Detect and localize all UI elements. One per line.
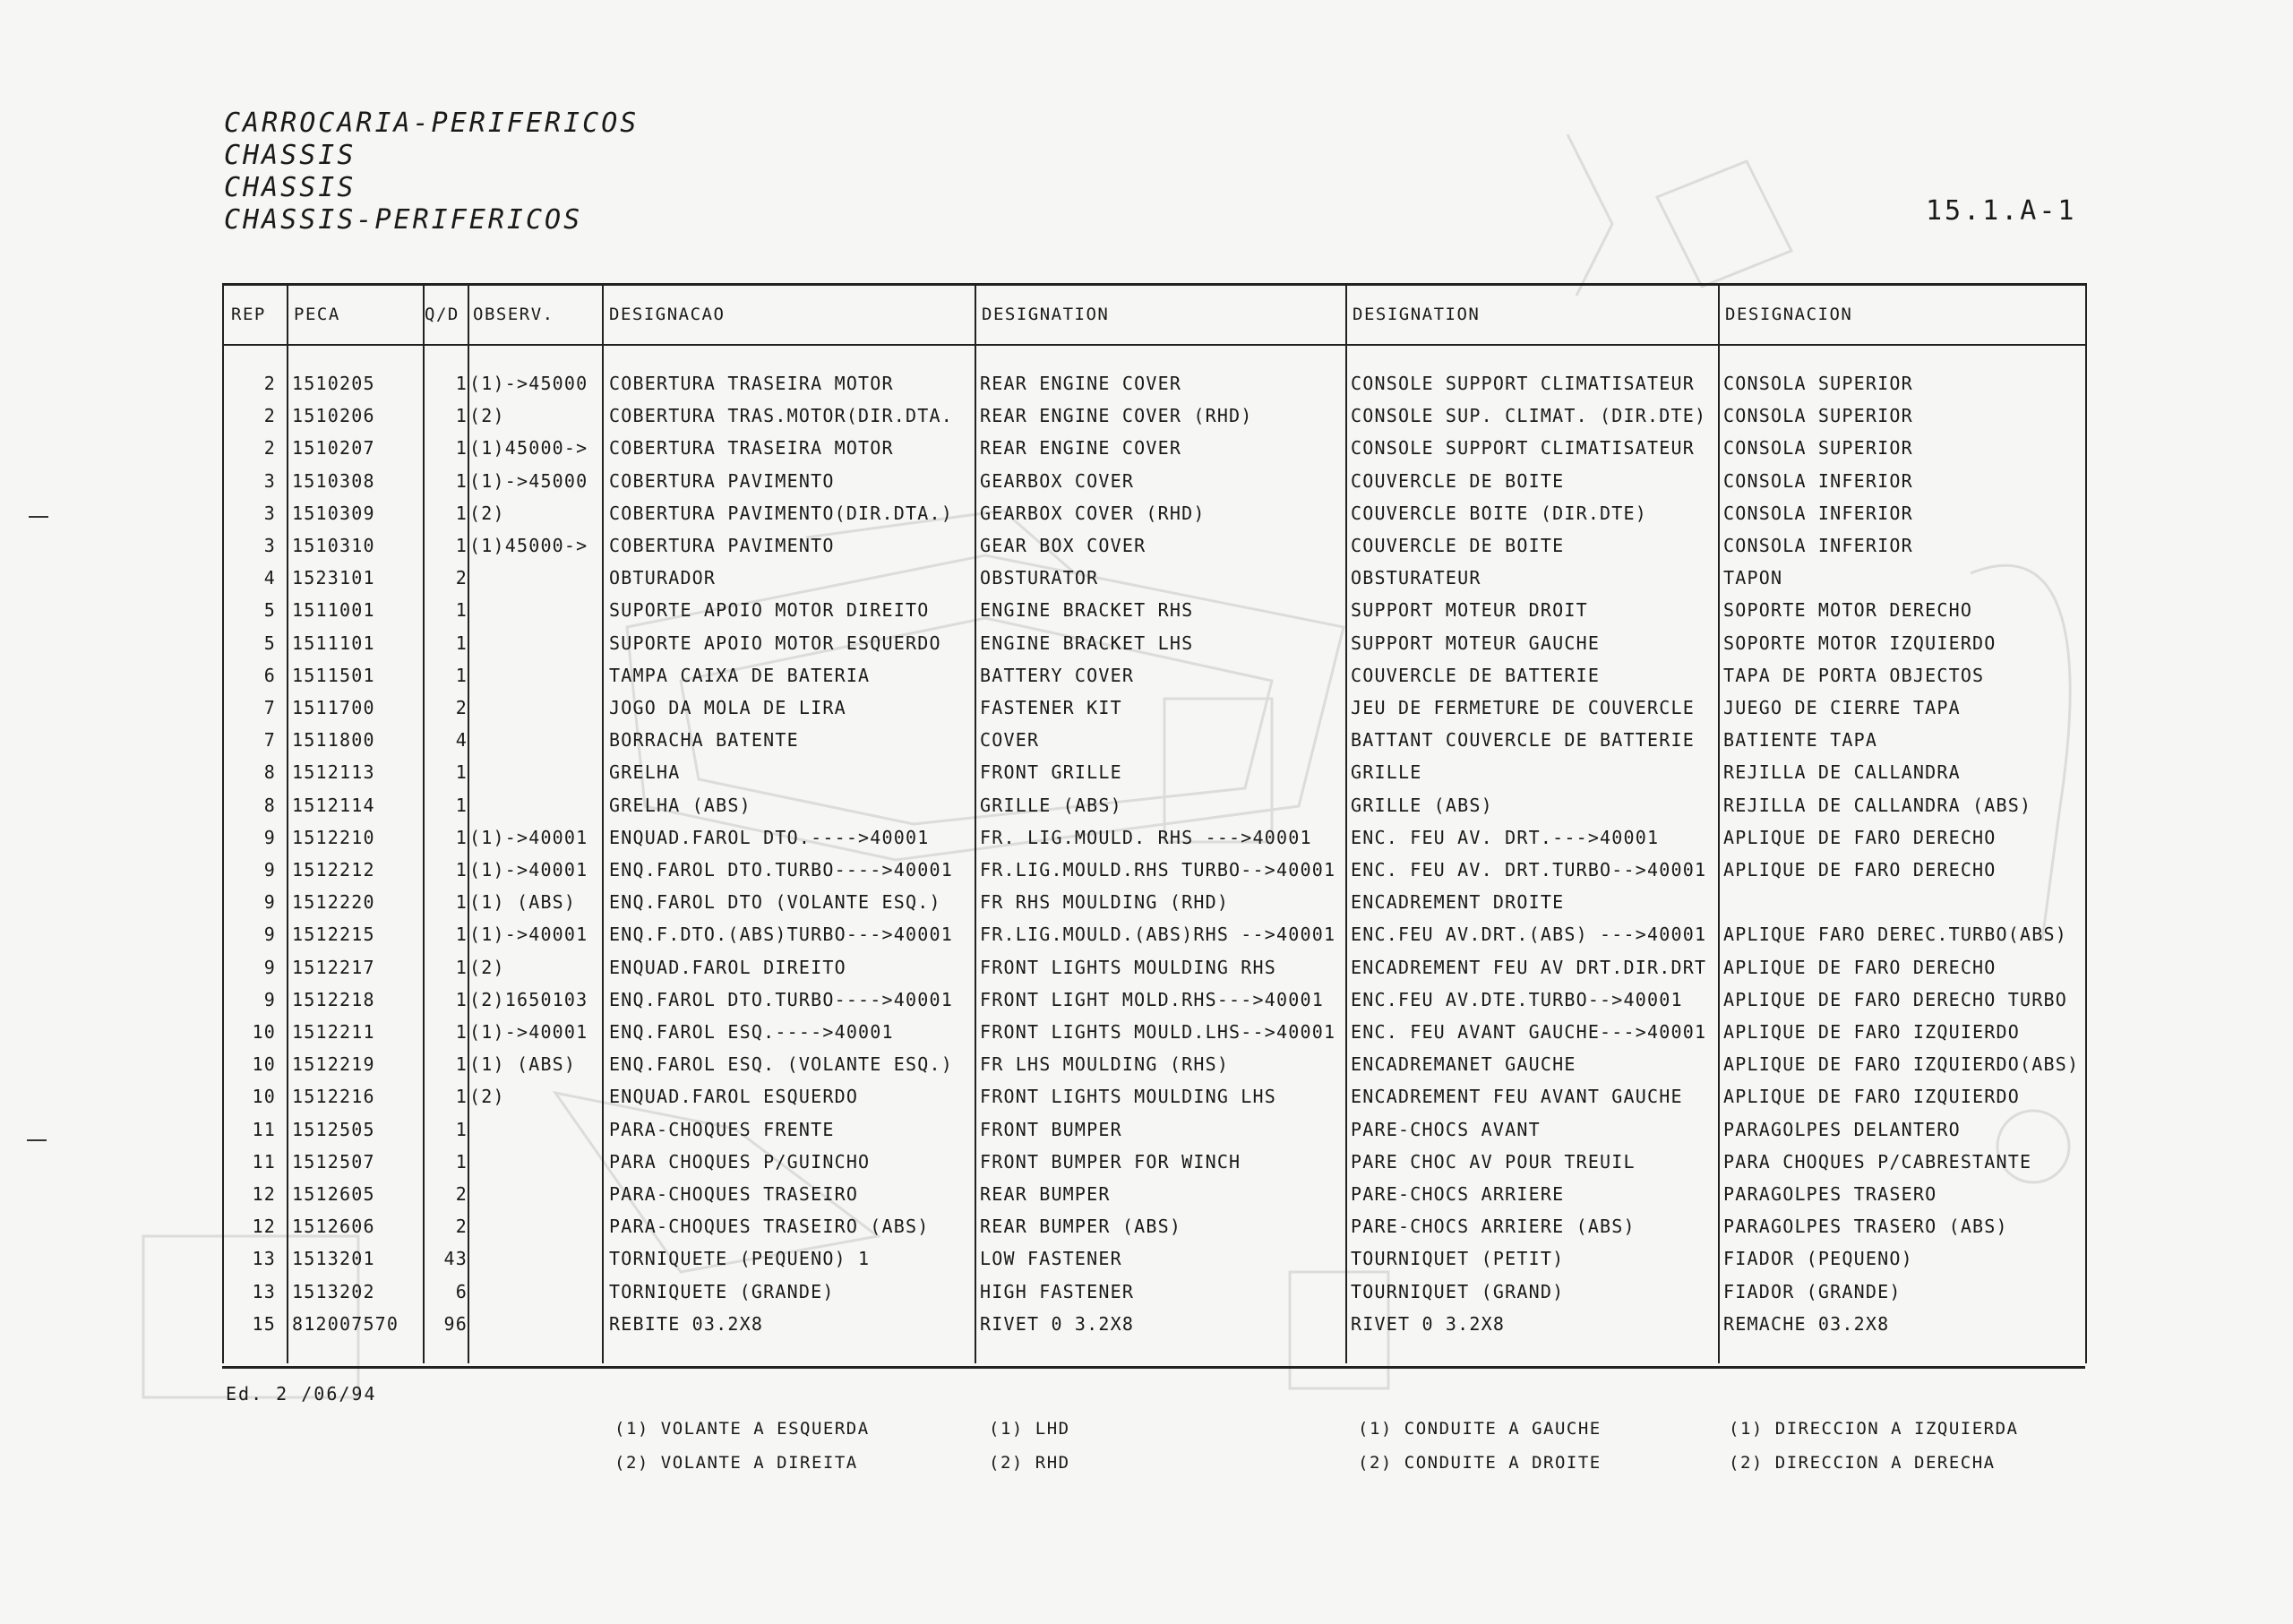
footnotes-en bbox=[989, 1412, 1070, 1480]
cell-designacion: APLIQUE DE FARO IZQUIERDO bbox=[1723, 1086, 2021, 1108]
cell-rep: 12 bbox=[252, 1216, 276, 1238]
cell-designacao: COBERTURA PAVIMENTO bbox=[609, 535, 835, 556]
cell-peca: 1513202 bbox=[292, 1280, 375, 1302]
cell-designation-fr: ENCADREMENT FEU AV DRT.DIR.DRT bbox=[1351, 956, 1707, 978]
cell-designation-en: GEAR BOX COVER bbox=[980, 535, 1146, 556]
margin-mark bbox=[27, 1139, 47, 1141]
cell-peca: 1523101 bbox=[292, 567, 375, 589]
cell-peca: 1512219 bbox=[292, 1053, 375, 1076]
cell-designation-en: HIGH FASTENER bbox=[980, 1280, 1135, 1302]
cell-designation-fr: TOURNIQUET (PETIT) bbox=[1351, 1248, 1565, 1270]
cell-designacion: CONSOLA SUPERIOR bbox=[1723, 373, 1913, 394]
cell-qtd: 1 bbox=[455, 664, 468, 686]
cell-designation-fr: ENC.FEU AV.DTE.TURBO-->40001 bbox=[1351, 988, 1683, 1010]
cell-qtd: 1 bbox=[455, 1118, 468, 1140]
cell-qtd: 1 bbox=[455, 891, 468, 914]
cell-observ: (1)->40001 bbox=[469, 859, 588, 881]
cell-designacao: PARA-CHOQUES FRENTE bbox=[609, 1118, 835, 1140]
table-row bbox=[0, 1050, 2293, 1082]
table-row bbox=[0, 1244, 2293, 1276]
cell-qtd: 2 bbox=[455, 1216, 468, 1238]
margin-mark bbox=[29, 516, 48, 518]
cell-rep: 9 bbox=[263, 924, 276, 946]
cell-designacao: ENQ.FAROL DTO.TURBO---->40001 bbox=[609, 859, 953, 881]
cell-designacao: ENQ.FAROL ESQ. (VOLANTE ESQ.) bbox=[609, 1053, 953, 1076]
header-qtd: Q/D bbox=[425, 305, 459, 324]
cell-qtd: 2 bbox=[455, 567, 468, 589]
cell-qtd: 1 bbox=[455, 1021, 468, 1043]
header-designation-fr: DESIGNATION bbox=[1353, 305, 1481, 324]
header-designation-en: DESIGNATION bbox=[982, 305, 1110, 324]
cell-designation-en: GEARBOX COVER bbox=[980, 469, 1135, 492]
header-rule bbox=[222, 344, 2085, 346]
edition-date: Ed. 2 /06/94 bbox=[226, 1383, 377, 1405]
cell-observ: (1)->45000 bbox=[469, 469, 588, 492]
cell-rep: 10 bbox=[252, 1086, 276, 1108]
cell-rep: 11 bbox=[252, 1150, 276, 1173]
cell-qtd: 2 bbox=[455, 1183, 468, 1205]
cell-rep: 2 bbox=[263, 405, 276, 427]
cell-designacao: ENQ.FAROL ESQ.---->40001 bbox=[609, 1021, 894, 1043]
title-line-1: CARROCARIA-PERIFERICOS bbox=[224, 107, 640, 139]
cell-designacion: FIADOR (PEQUENO) bbox=[1723, 1248, 1913, 1270]
cell-rep: 9 bbox=[263, 826, 276, 848]
cell-designacao: SUPORTE APOIO MOTOR DIREITO bbox=[609, 599, 930, 622]
cell-rep: 8 bbox=[263, 794, 276, 816]
cell-designacion: PARA CHOQUES P/CABRESTANTE bbox=[1723, 1150, 2032, 1173]
cell-designation-en: RIVET 0 3.2X8 bbox=[980, 1312, 1135, 1335]
footnote: (2) VOLANTE A DIREITA bbox=[614, 1453, 858, 1473]
cell-designation-fr: ENC.FEU AV.DRT.(ABS) --->40001 bbox=[1351, 924, 1707, 946]
cell-designacion: REMACHE 03.2X8 bbox=[1723, 1312, 1890, 1335]
table-row bbox=[0, 1310, 2293, 1342]
cell-qtd: 96 bbox=[443, 1312, 468, 1335]
cell-designation-fr: TOURNIQUET (GRAND) bbox=[1351, 1280, 1565, 1302]
cell-observ: (1)->40001 bbox=[469, 1021, 588, 1043]
cell-peca: 1512210 bbox=[292, 826, 375, 848]
header-observ: OBSERV. bbox=[473, 305, 554, 324]
cell-designation-fr: COUVERCLE DE BOITE bbox=[1351, 535, 1565, 556]
cell-designacion: CONSOLA INFERIOR bbox=[1723, 502, 1913, 524]
cell-designacao: REBITE 03.2X8 bbox=[609, 1312, 764, 1335]
cell-qtd: 1 bbox=[455, 405, 468, 427]
cell-designacion: APLIQUE DE FARO DERECHO bbox=[1723, 826, 1997, 848]
table-row bbox=[0, 563, 2293, 596]
cell-designacao: GRELHA (ABS) bbox=[609, 794, 751, 816]
cell-qtd: 1 bbox=[455, 373, 468, 394]
cell-designacao: ENQUAD.FAROL ESQUERDO bbox=[609, 1086, 859, 1108]
table-row bbox=[0, 791, 2293, 823]
table-row bbox=[0, 1180, 2293, 1212]
cell-peca: 1512211 bbox=[292, 1021, 375, 1043]
table-row bbox=[0, 1277, 2293, 1310]
cell-qtd: 1 bbox=[455, 437, 468, 460]
cell-rep: 9 bbox=[263, 988, 276, 1010]
cell-designacion: BATIENTE TAPA bbox=[1723, 729, 1878, 752]
cell-peca: 1512217 bbox=[292, 956, 375, 978]
cell-peca: 1512114 bbox=[292, 794, 375, 816]
cell-rep: 13 bbox=[252, 1280, 276, 1302]
cell-observ: (1)->40001 bbox=[469, 826, 588, 848]
table-row bbox=[0, 888, 2293, 920]
cell-designacao: ENQUAD.FAROL DTO.---->40001 bbox=[609, 826, 930, 848]
cell-designation-en: BATTERY COVER bbox=[980, 664, 1135, 686]
cell-designacion: CONSOLA SUPERIOR bbox=[1723, 437, 1913, 460]
cell-rep: 3 bbox=[263, 535, 276, 556]
cell-designation-en: FRONT GRILLE bbox=[980, 761, 1122, 784]
cell-qtd: 1 bbox=[455, 1150, 468, 1173]
cell-designation-fr: COUVERCLE DE BOITE bbox=[1351, 469, 1565, 492]
cell-designation-fr: JEU DE FERMETURE DE COUVERCLE bbox=[1351, 697, 1695, 718]
cell-designation-en: REAR BUMPER (ABS) bbox=[980, 1216, 1182, 1238]
table-row bbox=[0, 693, 2293, 726]
cell-rep: 6 bbox=[263, 664, 276, 686]
cell-designation-en: OBSTURATOR bbox=[980, 567, 1099, 589]
cell-designation-fr: COUVERCLE DE BATTERIE bbox=[1351, 664, 1601, 686]
cell-designacao: PARA CHOQUES P/GUINCHO bbox=[609, 1150, 871, 1173]
cell-rep: 5 bbox=[263, 632, 276, 654]
table-row bbox=[0, 596, 2293, 628]
page-code: 15.1.A-1 bbox=[1926, 195, 2077, 227]
cell-designation-fr: ENC. FEU AV. DRT.--->40001 bbox=[1351, 826, 1660, 848]
cell-designation-fr: OBSTURATEUR bbox=[1351, 567, 1481, 589]
cell-designacao: PARA-CHOQUES TRASEIRO bbox=[609, 1183, 859, 1205]
cell-observ: (1)45000-> bbox=[469, 535, 588, 556]
header-designacao: DESIGNACAO bbox=[609, 305, 726, 324]
cell-qtd: 43 bbox=[443, 1248, 468, 1270]
cell-designation-fr: ENC. FEU AV. DRT.TURBO-->40001 bbox=[1351, 859, 1707, 881]
cell-designation-fr: SUPPORT MOTEUR GAUCHE bbox=[1351, 632, 1601, 654]
cell-designacion: REJILLA DE CALLANDRA bbox=[1723, 761, 1961, 784]
table-row bbox=[0, 401, 2293, 434]
cell-designation-en: FRONT BUMPER bbox=[980, 1118, 1122, 1140]
cell-rep: 7 bbox=[263, 729, 276, 752]
cell-rep: 9 bbox=[263, 859, 276, 881]
cell-peca: 1511700 bbox=[292, 697, 375, 718]
cell-designacion: CONSOLA SUPERIOR bbox=[1723, 405, 1913, 427]
cell-designacion: FIADOR (GRANDE) bbox=[1723, 1280, 1902, 1302]
cell-observ: (2) bbox=[469, 956, 505, 978]
cell-peca: 1510205 bbox=[292, 373, 375, 394]
cell-designation-en: FR LHS MOULDING (RHS) bbox=[980, 1053, 1230, 1076]
cell-peca: 812007570 bbox=[292, 1312, 399, 1335]
cell-designacao: PARA-CHOQUES TRASEIRO (ABS) bbox=[609, 1216, 930, 1238]
cell-qtd: 1 bbox=[455, 632, 468, 654]
header-rep: REP bbox=[231, 305, 266, 324]
cell-qtd: 1 bbox=[455, 535, 468, 556]
cell-peca: 1512218 bbox=[292, 988, 375, 1010]
cell-designation-fr: CONSOLE SUPPORT CLIMATISATEUR bbox=[1351, 437, 1695, 460]
table-row bbox=[0, 369, 2293, 401]
cell-qtd: 1 bbox=[455, 859, 468, 881]
table-row bbox=[0, 823, 2293, 855]
cell-rep: 13 bbox=[252, 1248, 276, 1270]
title-line-3: CHASSIS bbox=[224, 172, 356, 203]
cell-qtd: 1 bbox=[455, 761, 468, 784]
cell-designacion: SOPORTE MOTOR DERECHO bbox=[1723, 599, 1973, 622]
cell-designation-en: FRONT LIGHTS MOULDING LHS bbox=[980, 1086, 1277, 1108]
cell-qtd: 1 bbox=[455, 924, 468, 946]
cell-designation-en: REAR ENGINE COVER bbox=[980, 437, 1182, 460]
table-row bbox=[0, 855, 2293, 888]
table-row bbox=[0, 1115, 2293, 1147]
cell-designacao: ENQ.FAROL DTO (VOLANTE ESQ.) bbox=[609, 891, 941, 914]
cell-peca: 1512113 bbox=[292, 761, 375, 784]
cell-designacao: ENQ.F.DTO.(ABS)TURBO--->40001 bbox=[609, 924, 953, 946]
cell-peca: 1512220 bbox=[292, 891, 375, 914]
cell-peca: 1512216 bbox=[292, 1086, 375, 1108]
cell-designation-en: FR RHS MOULDING (RHD) bbox=[980, 891, 1230, 914]
cell-designacion: JUEGO DE CIERRE TAPA bbox=[1723, 697, 1961, 718]
cell-designacao: TAMPA CAIXA DE BATERIA bbox=[609, 664, 871, 686]
cell-peca: 1510207 bbox=[292, 437, 375, 460]
cell-designation-fr: SUPPORT MOTEUR DROIT bbox=[1351, 599, 1588, 622]
table-row bbox=[0, 1212, 2293, 1244]
cell-designacion: PARAGOLPES DELANTERO bbox=[1723, 1118, 1961, 1140]
cell-designacion: SOPORTE MOTOR IZQUIERDO bbox=[1723, 632, 1997, 654]
cell-peca: 1512215 bbox=[292, 924, 375, 946]
table-row bbox=[0, 1082, 2293, 1114]
cell-designation-fr: GRILLE bbox=[1351, 761, 1422, 784]
cell-designacion: APLIQUE DE FARO DERECHO bbox=[1723, 859, 1997, 881]
cell-qtd: 1 bbox=[455, 1053, 468, 1076]
cell-designation-en: FRONT LIGHTS MOULD.LHS-->40001 bbox=[980, 1021, 1336, 1043]
cell-designacion: TAPON bbox=[1723, 567, 1783, 589]
cell-designation-fr: PARE-CHOCS AVANT bbox=[1351, 1118, 1541, 1140]
cell-designacion: PARAGOLPES TRASERO bbox=[1723, 1183, 1937, 1205]
cell-designation-fr: ENCADREMANET GAUCHE bbox=[1351, 1053, 1576, 1076]
cell-designation-en: FRONT LIGHTS MOULDING RHS bbox=[980, 956, 1277, 978]
cell-designation-fr: ENCADREMENT DROITE bbox=[1351, 891, 1565, 914]
cell-peca: 1510206 bbox=[292, 405, 375, 427]
cell-designacao: OBTURADOR bbox=[609, 567, 717, 589]
cell-peca: 1510310 bbox=[292, 535, 375, 556]
cell-designation-fr: COUVERCLE BOITE (DIR.DTE) bbox=[1351, 502, 1648, 524]
footnote: (1) VOLANTE A ESQUERDA bbox=[614, 1419, 870, 1439]
cell-designation-fr: PARE CHOC AV POUR TREUIL bbox=[1351, 1150, 1636, 1173]
cell-designation-fr: ENC. FEU AVANT GAUCHE--->40001 bbox=[1351, 1021, 1707, 1043]
cell-observ: (2) bbox=[469, 1086, 505, 1108]
cell-designacao: GRELHA bbox=[609, 761, 681, 784]
cell-observ: (1) (ABS) bbox=[469, 891, 577, 914]
table-row bbox=[0, 629, 2293, 661]
cell-peca: 1512605 bbox=[292, 1183, 375, 1205]
cell-designacao: JOGO DA MOLA DE LIRA bbox=[609, 697, 846, 718]
cell-designation-en: REAR ENGINE COVER bbox=[980, 373, 1182, 394]
cell-peca: 1511800 bbox=[292, 729, 375, 752]
cell-peca: 1511501 bbox=[292, 664, 375, 686]
cell-observ: (2) bbox=[469, 502, 505, 524]
cell-peca: 1511101 bbox=[292, 632, 375, 654]
header-peca: PECA bbox=[294, 305, 340, 324]
footnote: (1) CONDUITE A GAUCHE bbox=[1358, 1419, 1602, 1439]
title-line-4: CHASSIS-PERIFERICOS bbox=[224, 204, 583, 236]
cell-designacion: APLIQUE DE FARO DERECHO bbox=[1723, 956, 1997, 978]
cell-peca: 1512507 bbox=[292, 1150, 375, 1173]
cell-qtd: 4 bbox=[455, 729, 468, 752]
table-row bbox=[0, 758, 2293, 790]
title-block bbox=[224, 107, 639, 236]
table-row bbox=[0, 953, 2293, 985]
cell-rep: 2 bbox=[263, 437, 276, 460]
cell-designation-en: FRONT LIGHT MOLD.RHS--->40001 bbox=[980, 988, 1324, 1010]
table-row bbox=[0, 467, 2293, 499]
cell-designation-en: REAR ENGINE COVER (RHD) bbox=[980, 405, 1253, 427]
cell-rep: 11 bbox=[252, 1118, 276, 1140]
table-row bbox=[0, 434, 2293, 466]
cell-observ: (1)45000-> bbox=[469, 437, 588, 460]
cell-observ: (2)1650103 bbox=[469, 988, 588, 1010]
table-row bbox=[0, 531, 2293, 563]
cell-qtd: 1 bbox=[455, 599, 468, 622]
cell-designation-en: LOW FASTENER bbox=[980, 1248, 1122, 1270]
cell-peca: 1512505 bbox=[292, 1118, 375, 1140]
cell-designation-en: ENGINE BRACKET LHS bbox=[980, 632, 1194, 654]
cell-designacion: CONSOLA INFERIOR bbox=[1723, 469, 1913, 492]
cell-qtd: 1 bbox=[455, 988, 468, 1010]
cell-rep: 10 bbox=[252, 1021, 276, 1043]
footnote: (1) DIRECCION A IZQUIERDA bbox=[1729, 1419, 2019, 1439]
table-row bbox=[0, 726, 2293, 758]
cell-rep: 12 bbox=[252, 1183, 276, 1205]
table-row bbox=[0, 920, 2293, 952]
cell-designation-en: FRONT BUMPER FOR WINCH bbox=[980, 1150, 1241, 1173]
cell-peca: 1510309 bbox=[292, 502, 375, 524]
footnote: (1) LHD bbox=[989, 1419, 1070, 1439]
cell-observ: (1)->45000 bbox=[469, 373, 588, 394]
cell-designacion: REJILLA DE CALLANDRA (ABS) bbox=[1723, 794, 2032, 816]
header-designacion: DESIGNACION bbox=[1725, 305, 1853, 324]
cell-designacao: COBERTURA TRASEIRA MOTOR bbox=[609, 437, 894, 460]
cell-designacion: APLIQUE DE FARO DERECHO TURBO bbox=[1723, 988, 2067, 1010]
cell-qtd: 2 bbox=[455, 697, 468, 718]
cell-designation-fr: ENCADREMENT FEU AVANT GAUCHE bbox=[1351, 1086, 1683, 1108]
cell-designacao: SUPORTE APOIO MOTOR ESQUERDO bbox=[609, 632, 941, 654]
cell-designation-fr: GRILLE (ABS) bbox=[1351, 794, 1493, 816]
cell-designacion: APLIQUE FARO DEREC.TURBO(ABS) bbox=[1723, 924, 2067, 946]
cell-designation-en: REAR BUMPER bbox=[980, 1183, 1111, 1205]
cell-designacao: TORNIQUETE (PEQUENO) 1 bbox=[609, 1248, 871, 1270]
cell-designation-fr: RIVET 0 3.2X8 bbox=[1351, 1312, 1506, 1335]
cell-peca: 1511001 bbox=[292, 599, 375, 622]
cell-designation-en: GEARBOX COVER (RHD) bbox=[980, 502, 1206, 524]
cell-observ: (1)->40001 bbox=[469, 924, 588, 946]
footnotes-fr bbox=[1358, 1412, 1602, 1480]
cell-rep: 15 bbox=[252, 1312, 276, 1335]
cell-rep: 3 bbox=[263, 502, 276, 524]
cell-qtd: 1 bbox=[455, 794, 468, 816]
cell-designacao: COBERTURA TRASEIRA MOTOR bbox=[609, 373, 894, 394]
cell-designacao: COBERTURA TRAS.MOTOR(DIR.DTA. bbox=[609, 405, 953, 427]
cell-designation-fr: PARE-CHOCS ARRIERE (ABS) bbox=[1351, 1216, 1636, 1238]
cell-peca: 1510308 bbox=[292, 469, 375, 492]
cell-designation-en: GRILLE (ABS) bbox=[980, 794, 1122, 816]
cell-qtd: 1 bbox=[455, 1086, 468, 1108]
cell-peca: 1513201 bbox=[292, 1248, 375, 1270]
cell-designacao: TORNIQUETE (GRANDE) bbox=[609, 1280, 835, 1302]
cell-designacion: APLIQUE DE FARO IZQUIERDO(ABS) bbox=[1723, 1053, 2080, 1076]
title-line-2: CHASSIS bbox=[224, 140, 356, 171]
footnotes-es bbox=[1729, 1412, 2018, 1480]
cell-rep: 9 bbox=[263, 956, 276, 978]
cell-designacion: TAPA DE PORTA OBJECTOS bbox=[1723, 664, 1985, 686]
cell-designation-en: FR.LIG.MOULD.(ABS)RHS -->40001 bbox=[980, 924, 1336, 946]
footnotes-pt bbox=[614, 1412, 870, 1480]
cell-qtd: 6 bbox=[455, 1280, 468, 1302]
cell-designation-en: FASTENER KIT bbox=[980, 697, 1122, 718]
cell-designation-en: FR. LIG.MOULD. RHS --->40001 bbox=[980, 826, 1312, 848]
cell-designation-fr: CONSOLE SUPPORT CLIMATISATEUR bbox=[1351, 373, 1695, 394]
table-row bbox=[0, 1018, 2293, 1050]
cell-qtd: 1 bbox=[455, 826, 468, 848]
cell-rep: 3 bbox=[263, 469, 276, 492]
cell-qtd: 1 bbox=[455, 502, 468, 524]
cell-rep: 8 bbox=[263, 761, 276, 784]
cell-observ: (1) (ABS) bbox=[469, 1053, 577, 1076]
table-row bbox=[0, 985, 2293, 1018]
cell-designacion: APLIQUE DE FARO IZQUIERDO bbox=[1723, 1021, 2021, 1043]
cell-designacao: COBERTURA PAVIMENTO(DIR.DTA.) bbox=[609, 502, 953, 524]
table-row bbox=[0, 1147, 2293, 1180]
table-row bbox=[0, 661, 2293, 693]
cell-qtd: 1 bbox=[455, 956, 468, 978]
cell-designation-en: ENGINE BRACKET RHS bbox=[980, 599, 1194, 622]
cell-designation-fr: PARE-CHOCS ARRIERE bbox=[1351, 1183, 1565, 1205]
cell-designation-en: COVER bbox=[980, 729, 1040, 752]
cell-rep: 7 bbox=[263, 697, 276, 718]
cell-observ: (2) bbox=[469, 405, 505, 427]
footnote: (2) DIRECCION A DERECHA bbox=[1729, 1453, 1996, 1473]
cell-designation-fr: BATTANT COUVERCLE DE BATTERIE bbox=[1351, 729, 1695, 752]
footnote: (2) RHD bbox=[989, 1453, 1070, 1473]
footnote: (2) CONDUITE A DROITE bbox=[1358, 1453, 1602, 1473]
cell-designation-fr: CONSOLE SUP. CLIMAT. (DIR.DTE) bbox=[1351, 405, 1707, 427]
cell-designacao: BORRACHA BATENTE bbox=[609, 729, 799, 752]
cell-rep: 2 bbox=[263, 373, 276, 394]
cell-designation-en: FR.LIG.MOULD.RHS TURBO-->40001 bbox=[980, 859, 1336, 881]
cell-designacion: CONSOLA INFERIOR bbox=[1723, 535, 1913, 556]
cell-peca: 1512212 bbox=[292, 859, 375, 881]
cell-rep: 4 bbox=[263, 567, 276, 589]
cell-designacion: PARAGOLPES TRASERO (ABS) bbox=[1723, 1216, 2008, 1238]
cell-qtd: 1 bbox=[455, 469, 468, 492]
cell-rep: 5 bbox=[263, 599, 276, 622]
cell-rep: 10 bbox=[252, 1053, 276, 1076]
cell-designacao: ENQ.FAROL DTO.TURBO---->40001 bbox=[609, 988, 953, 1010]
cell-designacao: ENQUAD.FAROL DIREITO bbox=[609, 956, 846, 978]
cell-peca: 1512606 bbox=[292, 1216, 375, 1238]
cell-rep: 9 bbox=[263, 891, 276, 914]
table-row bbox=[0, 499, 2293, 531]
cell-designacao: COBERTURA PAVIMENTO bbox=[609, 469, 835, 492]
